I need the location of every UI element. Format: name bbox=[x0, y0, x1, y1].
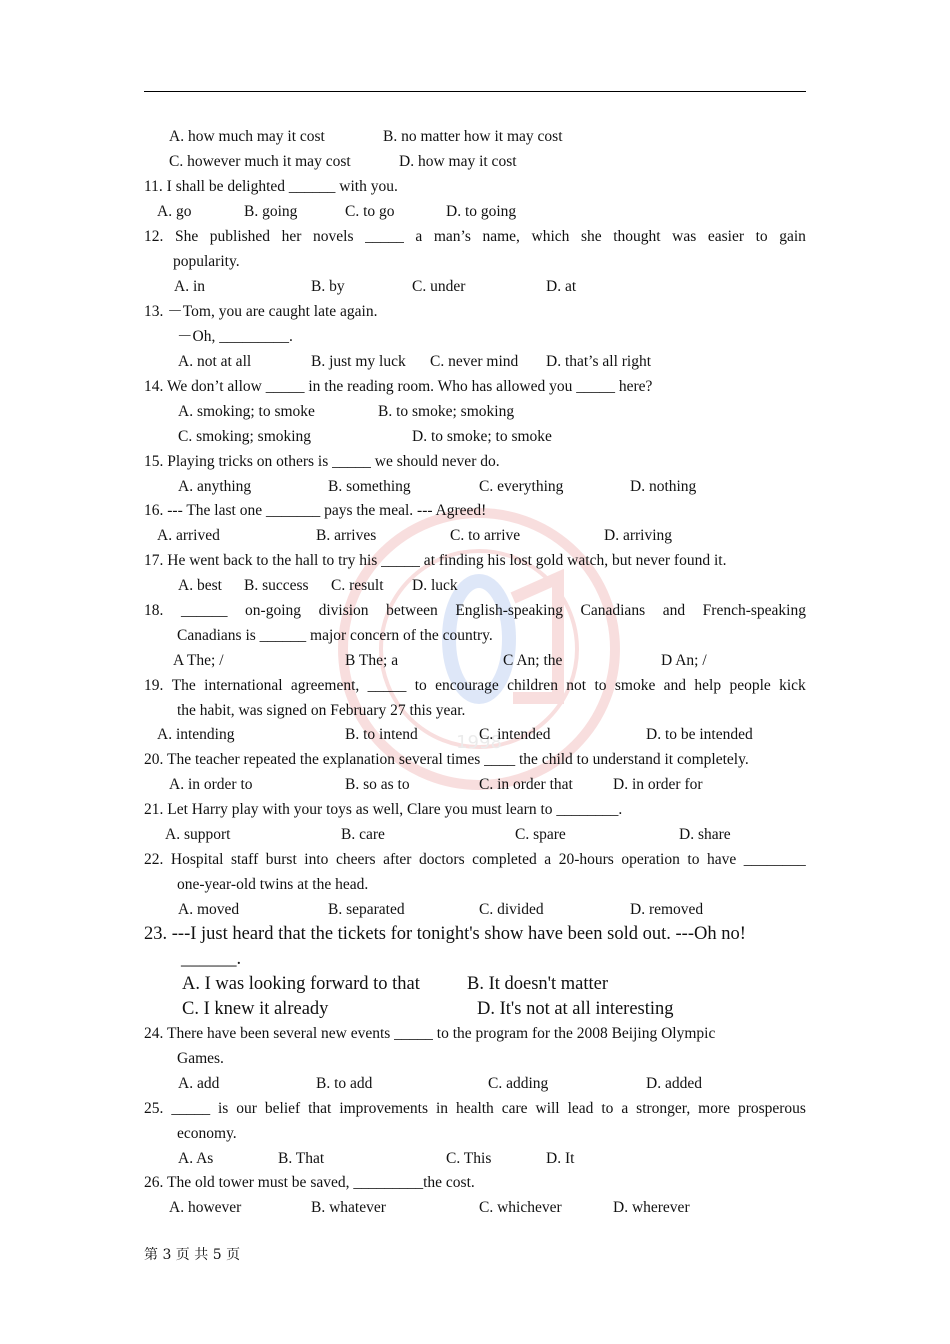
word: ______ bbox=[180, 602, 228, 619]
option[interactable]: D. that’s all right bbox=[546, 353, 652, 370]
header-rule bbox=[144, 91, 806, 92]
word: man’s bbox=[433, 228, 471, 245]
word: not bbox=[566, 677, 587, 694]
word: her bbox=[281, 228, 302, 245]
option[interactable]: A. in order to bbox=[169, 776, 253, 793]
word: 22. bbox=[144, 851, 164, 868]
word: _____ bbox=[171, 1100, 211, 1117]
word: and bbox=[663, 677, 687, 694]
option[interactable]: A. in bbox=[174, 278, 205, 295]
option[interactable]: C. smoking; smoking bbox=[178, 428, 312, 445]
option[interactable]: C. everything bbox=[479, 478, 564, 495]
word: burst bbox=[265, 851, 297, 868]
word: to bbox=[755, 228, 768, 245]
word: novels bbox=[313, 228, 354, 245]
option[interactable]: D. in order for bbox=[613, 776, 703, 793]
question-stem-justified bbox=[144, 1096, 806, 1121]
option[interactable]: C. This bbox=[446, 1150, 492, 1167]
option[interactable]: C. divided bbox=[479, 901, 544, 918]
option[interactable]: D. at bbox=[546, 278, 577, 295]
option[interactable]: C. adding bbox=[488, 1075, 549, 1092]
word: prosperous bbox=[737, 1100, 806, 1117]
word: division bbox=[318, 602, 369, 619]
option[interactable]: A. anything bbox=[178, 478, 252, 495]
word: cheers bbox=[335, 851, 376, 868]
option[interactable]: A. however bbox=[169, 1199, 242, 1216]
option[interactable]: B. going bbox=[244, 203, 298, 220]
seal-year: 1998 bbox=[456, 732, 502, 753]
word: 19. bbox=[144, 677, 164, 694]
word: completed bbox=[472, 851, 537, 868]
option[interactable]: A. best bbox=[178, 577, 222, 594]
word: people bbox=[729, 677, 771, 694]
option[interactable]: B. separated bbox=[328, 901, 405, 918]
word: thought bbox=[613, 228, 661, 245]
option[interactable]: A The; / bbox=[173, 652, 224, 669]
question-stem: 20. The teacher repeated the explanation several times ____ the child to understand it completely. bbox=[144, 751, 749, 768]
word: more bbox=[698, 1100, 730, 1117]
option[interactable]: B. something bbox=[328, 478, 411, 495]
word: She bbox=[174, 228, 199, 245]
word: operation bbox=[621, 851, 680, 868]
word: 25. bbox=[144, 1100, 164, 1117]
option[interactable]: D. wherever bbox=[613, 1199, 690, 1216]
word: staff bbox=[230, 851, 259, 868]
word: 20-hours bbox=[558, 851, 614, 868]
word: have bbox=[707, 851, 737, 868]
word: lead bbox=[567, 1100, 594, 1117]
word: easier bbox=[707, 228, 744, 245]
word: gain bbox=[779, 228, 806, 245]
word: belief bbox=[264, 1100, 301, 1117]
option[interactable]: B. to intend bbox=[345, 726, 418, 743]
question-stem-cont: Canadians is ______ major concern of the country. bbox=[177, 627, 493, 644]
option[interactable]: B The; a bbox=[345, 652, 399, 669]
option[interactable]: A. not at all bbox=[178, 353, 252, 370]
option[interactable]: B. to add bbox=[316, 1075, 373, 1092]
option[interactable]: A. how much may it cost bbox=[169, 128, 325, 145]
word: _____ bbox=[365, 228, 404, 245]
option[interactable]: D. to going bbox=[446, 203, 517, 220]
word: on-going bbox=[245, 602, 301, 619]
option[interactable]: C. to arrive bbox=[450, 527, 521, 544]
word: doctors bbox=[419, 851, 465, 868]
option[interactable]: C. however much it may cost bbox=[169, 153, 351, 170]
option[interactable]: D. how may it cost bbox=[399, 153, 517, 170]
option[interactable]: A. I was looking forward to that bbox=[182, 974, 420, 994]
option[interactable]: B. just my luck bbox=[311, 353, 406, 370]
word: between bbox=[386, 602, 438, 619]
question-stem: 13. －Tom, you are caught late again. bbox=[144, 303, 378, 320]
option[interactable]: C. intended bbox=[479, 726, 551, 743]
word: encourage bbox=[435, 677, 499, 694]
option[interactable]: D. nothing bbox=[630, 478, 697, 495]
word: name, bbox=[482, 228, 520, 245]
question-stem-cont: one-year-old twins at the head. bbox=[177, 876, 369, 893]
question-stem-cont: popularity. bbox=[173, 253, 240, 270]
option[interactable]: C. I knew it already bbox=[182, 999, 329, 1019]
option[interactable]: D. It bbox=[546, 1150, 575, 1167]
word: 18. bbox=[144, 602, 164, 619]
word: French-speaking bbox=[702, 602, 806, 619]
word: Hospital bbox=[170, 851, 224, 868]
option[interactable]: D. added bbox=[646, 1075, 702, 1092]
word: to bbox=[594, 677, 607, 694]
option[interactable]: C. result bbox=[331, 577, 384, 594]
word: after bbox=[383, 851, 412, 868]
option[interactable]: D. arriving bbox=[604, 527, 673, 544]
question-stem-cont: the habit, was signed on February 27 this year. bbox=[177, 702, 466, 719]
option[interactable]: C. in order that bbox=[479, 776, 573, 793]
question-stem-justified bbox=[144, 224, 806, 249]
word: kick bbox=[779, 677, 806, 694]
option[interactable]: A. As bbox=[178, 1150, 214, 1167]
word: agreement, bbox=[290, 677, 360, 694]
option[interactable]: B. so as to bbox=[345, 776, 410, 793]
option[interactable]: D. It's not at all interesting bbox=[477, 999, 674, 1019]
option[interactable]: B. by bbox=[311, 278, 345, 295]
option[interactable]: B. It doesn't matter bbox=[467, 974, 609, 994]
option[interactable]: B. no matter how it may cost bbox=[383, 128, 563, 145]
word: to bbox=[687, 851, 700, 868]
question-stem: 26. The old tower must be saved, _________the cost. bbox=[144, 1174, 475, 1191]
word: is bbox=[218, 1100, 229, 1117]
word: will bbox=[535, 1100, 560, 1117]
question-stem: 24. There have been several new events _____ to the program for the 2008 Beijing Olympic bbox=[144, 1025, 716, 1042]
word: to bbox=[601, 1100, 614, 1117]
word: help bbox=[694, 677, 722, 694]
word: Canadians bbox=[580, 602, 646, 619]
option[interactable]: C An; the bbox=[503, 652, 563, 669]
option[interactable]: C. to go bbox=[345, 203, 395, 220]
word: The bbox=[171, 677, 196, 694]
word: ________ bbox=[743, 851, 806, 868]
question-stem: 23. ---I just heard that the tickets for tonight's show have been sold out. ---Oh no! bbox=[144, 924, 746, 944]
word: she bbox=[580, 228, 602, 245]
option[interactable]: D. to be intended bbox=[646, 726, 753, 743]
word: English-speaking bbox=[455, 602, 563, 619]
word: a bbox=[544, 851, 552, 868]
option[interactable]: A. go bbox=[157, 203, 192, 220]
question-stem: 16. --- The last one _______ pays the meal. --- Agreed! bbox=[144, 502, 487, 519]
word: a bbox=[415, 228, 423, 245]
option[interactable]: B. care bbox=[341, 826, 385, 843]
question-stem: 17. He went back to the hall to try his _____ at finding his lost gold watch, but never found it. bbox=[144, 552, 727, 569]
option[interactable]: A. intending bbox=[157, 726, 235, 743]
word: into bbox=[304, 851, 329, 868]
option[interactable]: A. moved bbox=[178, 901, 240, 918]
option[interactable]: A. add bbox=[178, 1075, 220, 1092]
option[interactable]: D. to smoke; to smoke bbox=[412, 428, 552, 445]
word: that bbox=[308, 1100, 332, 1117]
word: our bbox=[236, 1100, 257, 1117]
question-stem-cont: ______. bbox=[181, 949, 242, 969]
word: improvements bbox=[339, 1100, 428, 1117]
option[interactable]: A. arrived bbox=[157, 527, 220, 544]
word: _____ bbox=[367, 677, 407, 694]
option[interactable]: B. That bbox=[278, 1150, 325, 1167]
word: international bbox=[204, 677, 283, 694]
word: to bbox=[414, 677, 427, 694]
word: 12. bbox=[144, 228, 164, 245]
option[interactable]: D. share bbox=[679, 826, 731, 843]
word: care bbox=[501, 1100, 528, 1117]
page-footer: 第 3 页 共 5 页 bbox=[144, 1247, 241, 1263]
question-stem: 11. I shall be delighted ______ with you. bbox=[144, 178, 398, 195]
word: a bbox=[621, 1100, 629, 1117]
option[interactable]: B. arrives bbox=[316, 527, 377, 544]
word: was bbox=[672, 228, 697, 245]
word: in bbox=[435, 1100, 448, 1117]
question-stem-cont: economy. bbox=[177, 1125, 237, 1142]
option[interactable]: D. luck bbox=[412, 577, 458, 594]
option[interactable]: C. spare bbox=[515, 826, 566, 843]
question-stem: 14. We don’t allow _____ in the reading room. Who has allowed you _____ here? bbox=[144, 378, 653, 395]
word: and bbox=[662, 602, 686, 619]
option[interactable]: C. under bbox=[412, 278, 466, 295]
option[interactable]: A. smoking; to smoke bbox=[178, 403, 315, 420]
option[interactable]: D An; / bbox=[661, 652, 707, 669]
word: children bbox=[507, 677, 558, 694]
question-stem: 21. Let Harry play with your toys as well, Clare you must learn to ________. bbox=[144, 801, 623, 818]
option[interactable]: B. whatever bbox=[311, 1199, 386, 1216]
word: which bbox=[531, 228, 570, 245]
word: published bbox=[209, 228, 271, 245]
option[interactable]: B. success bbox=[244, 577, 309, 594]
option[interactable]: C. never mind bbox=[430, 353, 519, 370]
question-stem-justified bbox=[144, 673, 806, 698]
question-reply: －Oh, _________. bbox=[177, 328, 293, 345]
option[interactable]: D. removed bbox=[630, 901, 704, 918]
word: stronger, bbox=[636, 1100, 691, 1117]
word: smoke bbox=[614, 677, 656, 694]
question-stem-justified bbox=[144, 847, 806, 872]
question-stem-cont: Games. bbox=[177, 1050, 224, 1067]
question-stem-justified bbox=[144, 598, 806, 623]
option[interactable]: B. to smoke; smoking bbox=[378, 403, 515, 420]
option[interactable]: C. whichever bbox=[479, 1199, 562, 1216]
option[interactable]: A. support bbox=[165, 826, 231, 843]
question-stem: 15. Playing tricks on others is _____ we should never do. bbox=[144, 453, 500, 470]
word: health bbox=[455, 1100, 494, 1117]
